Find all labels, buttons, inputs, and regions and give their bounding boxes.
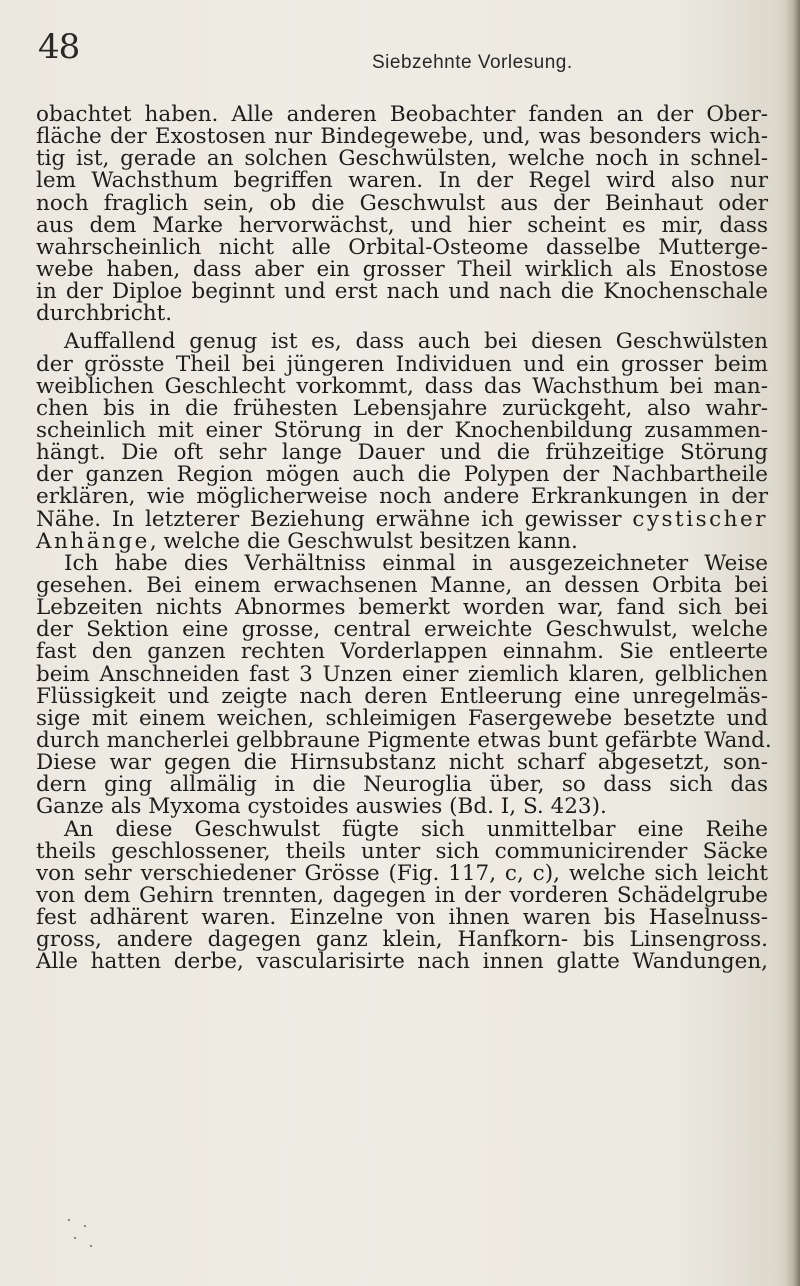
text-line: durchbricht. bbox=[36, 301, 173, 327]
text-line: der grösste Theil bei jüngeren Individuen und ein grosser beim bbox=[36, 351, 768, 377]
speck bbox=[90, 1245, 92, 1247]
body-text bbox=[36, 102, 772, 975]
text-line: Nähe. In letzterer Beziehung erwähne ich gewisser cystischer bbox=[36, 506, 768, 532]
text-line: Auffallend genug ist es, dass auch bei diesen Geschwülsten bbox=[64, 329, 768, 355]
text-line: scheinlich mit einer Störung in der Knochenbildung zusammen- bbox=[36, 417, 768, 443]
paragraph-1 bbox=[36, 104, 768, 325]
text-line: noch fraglich sein, ob die Geschwulst aus der Beinhaut oder bbox=[36, 190, 768, 216]
text-line: obachtet haben. Alle anderen Beobachter fanden an der Ober- bbox=[36, 102, 768, 127]
running-title: Siebzehnte Vorlesung. bbox=[372, 52, 573, 73]
text-line: der Sektion eine grosse, central erweichte Geschwulst, welche bbox=[36, 617, 768, 643]
paragraph-3 bbox=[36, 550, 772, 820]
text-line: beim Anschneiden fast 3 Unzen einer ziemlich klaren, gelblichen bbox=[36, 661, 768, 687]
text-line: fläche der Exostosen nur Bindegewebe, und, was besonders wich- bbox=[36, 124, 768, 150]
text-line: hängt. Die oft sehr lange Dauer und die frühzeitige Störung bbox=[36, 440, 768, 466]
text-line: wahrscheinlich nicht alle Orbital-Osteome dasselbe Mutterge- bbox=[36, 234, 768, 260]
text-line: Ich habe dies Verhältniss einmal in ausgezeichneter Weise bbox=[64, 550, 768, 576]
text-line: dern ging allmälig in die Neuroglia über, so dass sich das bbox=[36, 772, 768, 798]
text-line: Flüssigkeit und zeigte nach deren Entleerung eine unregelmäs- bbox=[36, 683, 768, 709]
text-line: webe haben, dass aber ein grosser Theil wirklich als Enostose bbox=[36, 256, 768, 282]
text-line: sige mit einem weichen, schleimigen Fasergewebe besetzte und bbox=[36, 705, 768, 731]
text-line: aus dem Marke hervorwächst, und hier scheint es mir, dass bbox=[36, 212, 768, 238]
paragraph-2 bbox=[36, 331, 768, 552]
text-line: Alle hatten derbe, vascularisirte nach innen glatte Wandungen, bbox=[36, 949, 768, 975]
text-line: der ganzen Region mögen auch die Polypen der Nachbartheile bbox=[36, 462, 768, 488]
text-line: fest adhärent waren. Einzelne von ihnen waren bis Haselnuss- bbox=[36, 905, 768, 931]
text-line: Ganze als Myxoma cystoides auswies (Bd. I, S. 423). bbox=[36, 794, 607, 820]
page-number: 48 bbox=[38, 27, 80, 67]
text-line: An diese Geschwulst fügte sich unmittelbar eine Reihe bbox=[64, 816, 768, 842]
page-edge-shadow bbox=[786, 0, 800, 1286]
text-line: theils geschlossener, theils unter sich communicirender Säcke bbox=[36, 838, 768, 864]
speck bbox=[68, 1219, 70, 1221]
print-specks bbox=[60, 1215, 120, 1255]
speck bbox=[74, 1237, 76, 1239]
text-line: Anhänge, welche die Geschwulst besitzen kann. bbox=[36, 528, 578, 554]
speck bbox=[84, 1225, 86, 1227]
text-line: fast den ganzen rechten Vorderlappen einnahm. Sie entleerte bbox=[36, 639, 768, 665]
paragraph-4 bbox=[36, 816, 768, 975]
text-line: von dem Gehirn trennten, dagegen in der vorderen Schädelgrube bbox=[36, 882, 768, 908]
text-line: erklären, wie möglicherweise noch andere Erkrankungen in der bbox=[36, 484, 768, 510]
text-line: von sehr verschiedener Grösse (Fig. 117, c, c), welche sich leicht bbox=[36, 860, 768, 886]
text-line: durch mancherlei gelbbraune Pigmente etwas bunt gefärbte Wand. bbox=[36, 727, 772, 753]
text-line: Diese war gegen die Hirnsubstanz nicht scharf abgesetzt, son- bbox=[36, 750, 768, 776]
text-line: tig ist, gerade an solchen Geschwülsten, welche noch in schnel- bbox=[36, 146, 768, 172]
text-line: in der Diploe beginnt und erst nach und nach die Knochenschale bbox=[36, 279, 768, 305]
text-line: gross, andere dagegen ganz klein, Hanfkorn- bis Linsengross. bbox=[36, 927, 768, 953]
text-line: lem Wachsthum begriffen waren. In der Regel wird also nur bbox=[36, 168, 768, 194]
emphasis-text: Anhänge bbox=[36, 528, 150, 554]
text-line: gesehen. Bei einem erwachsenen Manne, an dessen Orbita bei bbox=[36, 572, 768, 598]
text-line: weiblichen Geschlecht vorkommt, dass das Wachsthum bei man- bbox=[36, 373, 768, 399]
text-line: chen bis in die frühesten Lebensjahre zurückgeht, also wahr- bbox=[36, 395, 768, 421]
text-line: Lebzeiten nichts Abnormes bemerkt worden war, fand sich bei bbox=[36, 595, 768, 621]
emphasis-text: cystischer bbox=[632, 506, 768, 532]
